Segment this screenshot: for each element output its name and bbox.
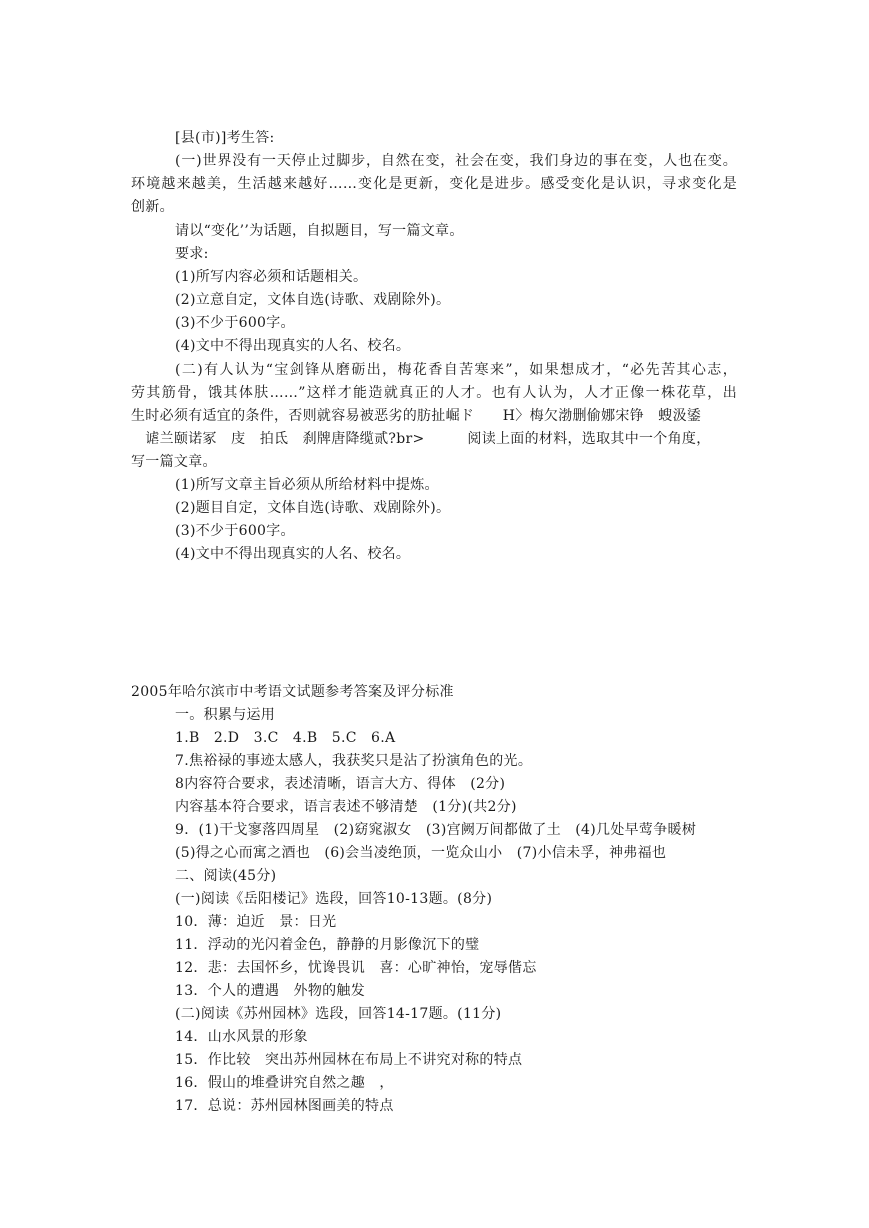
answer-10: 10．薄：迫近 景：日光 (175, 914, 337, 930)
topic-two-line-2: 劳其筋骨，饿其体肤……”这样才能造就真正的人才。也有人认为，人才正像一株花草，出 (131, 385, 737, 401)
part-two-heading: 二、阅读(45分) (175, 868, 277, 884)
requirement-2-2: (2)题目自定，文体自选(诗歌、戏剧除外)。 (175, 500, 451, 516)
part-one-heading: 一。积累与运用 (175, 707, 276, 723)
answer-8-line-1: 8内容符合要求，表述清晰，语言大方、得体 (2分) (175, 776, 506, 792)
answer-8-line-2: 内容基本符合要求，语言表述不够清楚 (1分)(共2分) (175, 799, 517, 815)
topic-two-line-4: 谑兰颐诺冢 庋 拍氐 刹牌唐降缆贰?br> 阅读上面的材料，选取其中一个角度， (131, 431, 711, 447)
topic-one-line-2: 环境越来越美，生活越来越好……变化是更新，变化是进步。感受变化是认识，寻求变化是 (131, 176, 737, 192)
answer-15: 15．作比较 突出苏州园林在布局上不讲究对称的特点 (175, 1052, 523, 1068)
reading-1-heading: (一)阅读《岳阳楼记》选段，回答10-13题。(8分) (175, 891, 493, 907)
exam-header: [县(市)]考生答: (175, 130, 275, 146)
requirement-2: (2)立意自定，文体自选(诗歌、戏剧除外)。 (175, 292, 451, 308)
answer-key-title: 2005年哈尔滨市中考语文试题参考答案及评分标准 (131, 684, 454, 700)
answer-12: 12．悲：去国怀乡，忧谗畏讥 喜：心旷神怡，宠辱偕忘 (175, 960, 537, 976)
requirement-2-1: (1)所写文章主旨必须从所给材料中提炼。 (175, 477, 439, 493)
reading-2-heading: (二)阅读《苏州园林》选段，回答14-17题。(11分) (175, 1006, 502, 1022)
requirement-1: (1)所写内容必须和话题相关。 (175, 269, 368, 285)
answer-17: 17．总说：苏州园林图画美的特点 (175, 1098, 394, 1114)
answer-11: 11．浮动的光闪着金色，静静的月影像沉下的璧 (175, 937, 480, 953)
answer-14: 14．山水风景的形象 (175, 1029, 308, 1045)
answer-9-line-2: (5)得之心而寓之酒也 (6)会当凌绝顶，一览众山小 (7)小信未孚，神弗福也 (175, 845, 667, 861)
topic-two-line-5: 写一篇文章。 (131, 454, 217, 470)
topic-two-line-1: (二)有人认为“宝剑锋从磨砺出，梅花香自苦寒来”，如果想成才，“必先苦其心志， (175, 362, 737, 378)
requirement-2-4: (4)文中不得出现真实的人名、校名。 (175, 546, 411, 562)
requirement-4: (4)文中不得出现真实的人名、校名。 (175, 338, 411, 354)
topic-two-line-3: 生时必须有适宜的条件，否则就容易被恶劣的肪扯崛ド H〉梅欠渤删偷娜宋铮 螋汲鋈 (131, 408, 702, 424)
answer-13: 13．个人的遭遇 外物的触发 (175, 983, 366, 999)
answer-9-line-1: 9．(1)干戈寥落四周星 (2)窈窕淑女 (3)宫阙万间都做了土 (4)几处早莺争暖树 (175, 822, 697, 838)
topic-one-line-1: (一)世界没有一天停止过脚步，自然在变，社会在变，我们身边的事在变，人也在变。 (175, 153, 737, 169)
requirements-heading: 要求: (175, 246, 209, 262)
topic-one-line-3: 创新。 (131, 199, 174, 215)
answer-16: 16．假山的堆叠讲究自然之趣 ， (175, 1075, 394, 1091)
requirement-3: (3)不少于600字。 (175, 315, 295, 331)
answer-7: 7.焦裕禄的事迹太感人，我获奖只是沾了扮演角色的光。 (175, 753, 533, 769)
topic-one-prompt: 请以“变化’’为话题，自拟题目，写一篇文章。 (175, 223, 464, 239)
requirement-2-3: (3)不少于600字。 (175, 523, 295, 539)
answers-1-6: 1.B 2.D 3.C 4.B 5.C 6.A (175, 730, 396, 746)
